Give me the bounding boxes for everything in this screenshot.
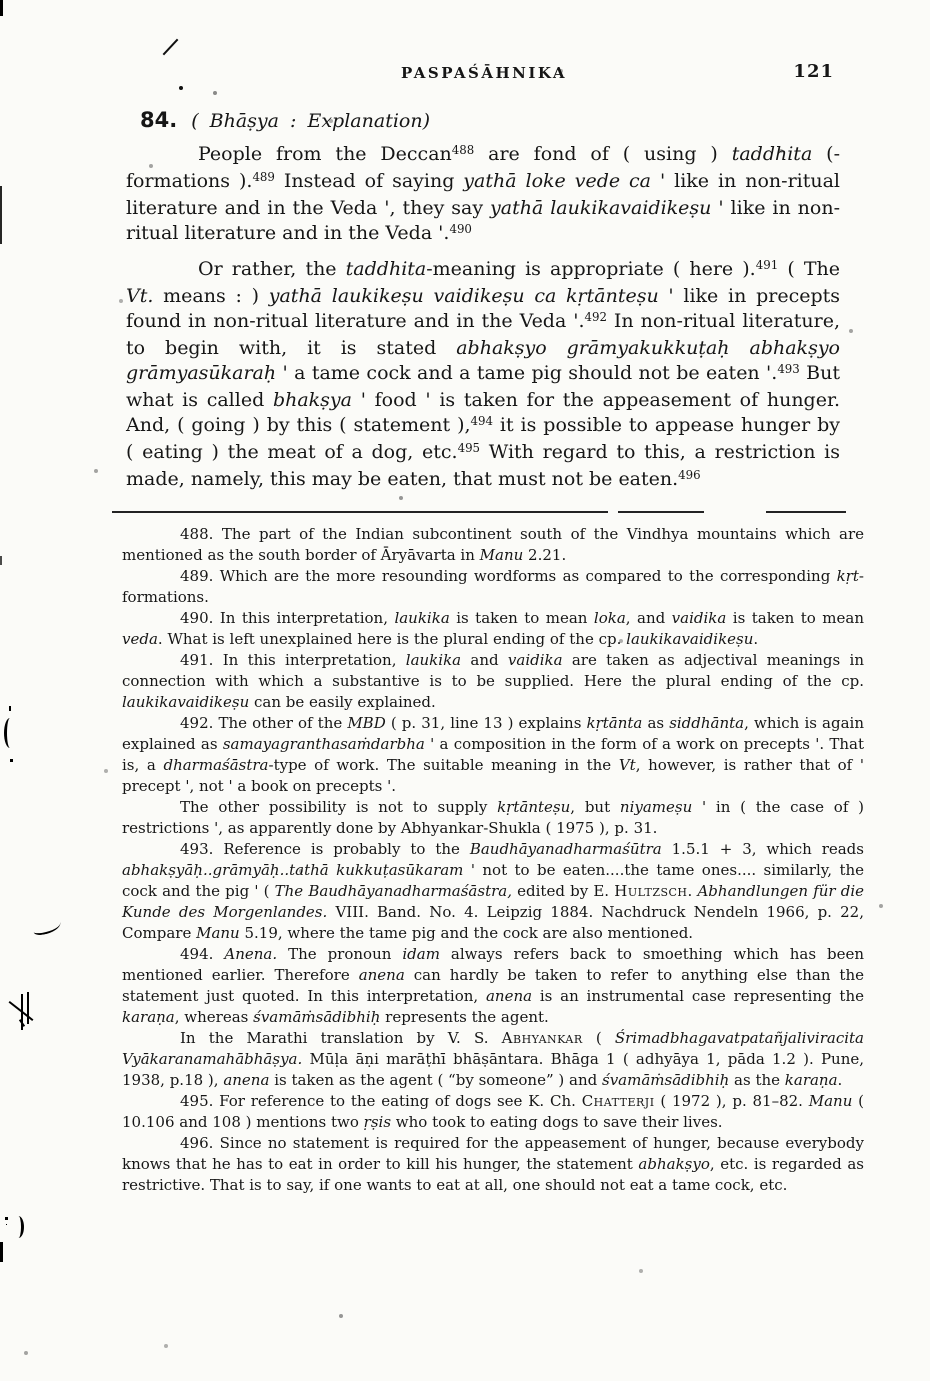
text-segment: abhakṣyāḥ..grāmyāḥ..tathā kukkuṭasūkaram: [122, 861, 464, 879]
text-segment: Vt: [618, 756, 636, 774]
pencil-stroke: [19, 1019, 25, 1027]
text-segment: laukikavaidikeṣu: [626, 630, 754, 648]
text-segment: , etc. is regarded as restrictive. That is to say, if one wants to eat at all, one should not eat a tame cock, etc.: [122, 1155, 864, 1194]
text-segment: who took to eating dogs to save their lives.: [391, 1113, 723, 1131]
page-header: [126, 61, 842, 90]
text-segment: can hardly be taken to refer to anything else than the statement just quoted. In this interpretation,: [122, 966, 864, 1005]
text-segment: With regard to this, a restriction is made, namely, this may be eaten, that must not be eaten.: [126, 441, 840, 490]
footnote-reference: 492: [584, 310, 607, 325]
text-segment: 492. The other of the: [180, 714, 348, 732]
main-text-block: [126, 142, 840, 494]
footnote-494: [122, 944, 864, 1028]
text-segment: Abhandlungen für die Kunde des Morgenlandes.: [122, 882, 865, 921]
footnote-reference: 490: [449, 222, 472, 237]
text-segment: 493. Reference is probably to the: [180, 840, 470, 858]
text-segment: In the Marathi translation by V. S.: [180, 1029, 502, 1047]
text-segment: karaṇa: [784, 1071, 838, 1089]
text-segment: yathā laukikavaidikeṣu: [490, 197, 712, 219]
text-segment: , but: [570, 798, 620, 816]
text-segment: idam: [402, 945, 440, 963]
text-segment: ' a composition in the form of a work on precepts '. That is, a: [122, 735, 865, 774]
text-segment: (-formations ).: [126, 143, 840, 192]
text-segment: .: [687, 882, 698, 900]
text-segment: vaidika: [507, 651, 563, 669]
text-segment: 490. In this interpretation,: [180, 609, 395, 627]
text-segment: Chatterji: [581, 1092, 655, 1110]
pencil-stroke: [27, 992, 29, 1024]
text-segment: (: [582, 1029, 615, 1047]
scan-edge-artifact: [0, 186, 2, 244]
footnote-489: [122, 566, 864, 608]
text-segment: 2.21.: [523, 546, 567, 564]
text-segment: it is possible to appease hunger by ( eating ) the meat of a dog, etc.: [126, 414, 840, 463]
scan-edge-artifact: [0, 0, 3, 16]
text-segment: bhakṣya: [272, 389, 352, 411]
text-segment: Manu: [196, 924, 240, 942]
text-segment: ( The: [778, 258, 840, 280]
text-segment: abhakṣyo grāmyakukkuṭaḥ abhakṣyo grāmyasūkaraḥ: [126, 337, 840, 384]
text-segment: The pronoun: [277, 945, 403, 963]
text-segment: Vt.: [126, 285, 154, 307]
text-segment: 488. The part of the Indian subcontinent south of the Vindhya mountains which are mentioned as the south border of Āryāvarta in: [122, 525, 864, 564]
footnote-494-cont: [122, 1028, 864, 1091]
toner-specks: [0, 0, 2, 2]
text-segment: samayagranthasaṁdarbha: [222, 735, 425, 753]
text-segment: Mūḷa āṇi marāṭhī bhāṣāntara. Bhāga 1 ( adhyāya 1, pāda 1.2 ). Pune, 1938, p.18 ),: [122, 1050, 864, 1089]
footnote-492-cont: [122, 797, 864, 839]
section-number: 84.: [140, 108, 178, 132]
text-segment: Hultzsch: [614, 882, 688, 900]
text-segment: laukika: [394, 609, 450, 627]
text-segment: .: [753, 630, 759, 648]
footnote-reference: 494: [470, 414, 494, 429]
text-segment: -type of work. The suitable meaning in the: [268, 756, 619, 774]
margin-pencil-scribble: [8, 992, 38, 1034]
text-segment: Anena.: [224, 945, 278, 963]
text-segment: , however, is rather that of ' precept ', not ' a book on precepts '.: [122, 756, 864, 795]
text-segment: The other possibility is not to supply: [180, 798, 498, 816]
footnote-reference: 496: [678, 468, 701, 483]
text-segment: as: [642, 714, 670, 732]
footnote-491: [122, 650, 864, 713]
footnote-separator-segment: [112, 511, 608, 513]
text-segment: 1.5.1 + 3, which reads: [661, 840, 864, 858]
text-segment: 491. In this interpretation,: [180, 651, 406, 669]
text-segment: ' like in non-ritual literature and in the Veda '.: [126, 197, 840, 244]
text-segment: -meaning is appropriate ( here ).: [426, 258, 756, 280]
para-2: [126, 257, 840, 494]
text-segment: laukikavaidikeṣu: [122, 693, 250, 711]
text-segment: śvamāṁsādibhiḥ: [253, 1008, 381, 1026]
text-segment: Śrimadbhagavatpatañjaliviracita Vyākaranamahābhāṣya.: [122, 1029, 864, 1068]
text-segment: , and: [625, 609, 672, 627]
text-segment: ( p. 31, line 13 ) explains: [385, 714, 587, 732]
text-segment: ' in ( the case of ) restrictions ', as apparently done by Abhyankar-Shukla ( 1975 ), p. 31.: [122, 798, 864, 837]
text-segment: , which is again explained as: [122, 714, 864, 753]
text-segment: ( 10.106 and 108 ) mentions two: [122, 1092, 864, 1131]
text-segment: People from the Deccan: [198, 143, 452, 165]
text-segment: śvamāṁsādibhiḥ: [602, 1071, 730, 1089]
text-segment: -formations.: [122, 567, 864, 606]
text-segment: is an instrumental case representing the: [532, 987, 864, 1005]
footnote-488: [122, 524, 864, 566]
text-segment: MBD: [347, 714, 386, 732]
text-segment: 489. Which are the more resounding wordforms as compared to the corresponding: [180, 567, 837, 585]
text-segment: anena: [223, 1071, 270, 1089]
running-title: PASPAŚĀHNIKA: [401, 64, 567, 82]
text-segment: taddhita: [731, 143, 813, 165]
pencil-slash-mark: [163, 39, 179, 56]
text-segment: is taken to mean: [449, 609, 594, 627]
text-segment: kṛtānteṣu: [497, 798, 571, 816]
text-segment: Instead of saying: [274, 170, 464, 192]
text-segment: karaṇa: [122, 1008, 175, 1026]
text-segment: loka: [593, 609, 626, 627]
text-segment: ( 1972 ), p. 81–82.: [654, 1092, 809, 1110]
footnote-separator-segment: [618, 511, 704, 513]
footnote-reference: 489: [252, 170, 275, 185]
text-segment: .: [837, 1071, 843, 1089]
text-segment: Manu: [479, 546, 524, 564]
footnote-reference: 495: [457, 441, 481, 456]
footnote-490: [122, 608, 864, 650]
text-segment: 5.19, where the tame pig and the cock are also mentioned.: [239, 924, 694, 942]
footnote-reference: 491: [755, 258, 779, 273]
text-segment: yathā loke vede ca: [463, 170, 652, 192]
text-segment: laukika: [405, 651, 462, 669]
text-segment: kṛt: [836, 567, 859, 585]
text-segment: ' like in non-ritual literature and in the Veda ', they say: [126, 170, 840, 219]
text-segment: kṛtānta: [586, 714, 643, 732]
text-segment: 496. Since no statement is required for the appeasement of hunger, because everybody knows that he has to eat in order to kill his hunger, the statement: [122, 1134, 864, 1173]
section-title: ( Bhāṣya : Explanation): [191, 110, 430, 132]
text-segment: yathā laukikeṣu vaidikeṣu ca kṛtānteṣu: [268, 285, 659, 307]
margin-paren-mark: [4, 718, 16, 748]
text-segment: Abhyankar: [501, 1029, 583, 1047]
scan-edge-artifact: [0, 556, 2, 565]
section-heading: [140, 108, 430, 132]
footnote-493: [122, 839, 864, 944]
footnote-reference: 493: [777, 362, 800, 377]
text-segment: Manu: [808, 1092, 853, 1110]
text-segment: is taken to mean: [726, 609, 865, 627]
text-segment: But what is called: [126, 362, 840, 411]
margin-dash-mark: [32, 918, 62, 936]
text-segment: The Baudhāyanadharmaśāstra,: [274, 882, 512, 900]
text-segment: and: [461, 651, 508, 669]
text-segment: dharmaśāstra: [163, 756, 269, 774]
margin-exclamation-mark: [13, 1216, 24, 1238]
text-segment: Baudhāyanadharmaśūtra: [469, 840, 662, 858]
text-segment: anena: [485, 987, 533, 1005]
para-1: [126, 142, 840, 248]
text-segment: means : ): [153, 285, 269, 307]
text-segment: ' food ' is taken for the appeasement of hunger. And, ( going ) by this ( statement ),: [126, 389, 841, 436]
footnotes-block: [122, 524, 864, 1196]
text-segment: taddhita: [345, 258, 427, 280]
text-segment: 494.: [180, 945, 225, 963]
footnote-separator-segment: [766, 511, 846, 513]
text-segment: always refers back to smoething which has been mentioned earlier. Therefore: [122, 945, 864, 984]
text-segment: represents the agent.: [380, 1008, 549, 1026]
text-segment: veda: [122, 630, 158, 648]
text-segment: niyameṣu: [619, 798, 693, 816]
text-segment: In non-ritual literature, to begin with, it is stated: [126, 310, 841, 359]
text-segment: can be easily explained.: [249, 693, 436, 711]
text-segment: is taken as the agent ( “by someone” ) and: [269, 1071, 602, 1089]
ink-dot: [179, 86, 183, 90]
text-segment: . What is left unexplained here is the plural ending of the cp.: [157, 630, 627, 648]
text-segment: anena: [358, 966, 405, 984]
text-segment: ' not to be eaten....the tame ones.... similarly, the cock and the pig ' (: [122, 861, 865, 900]
text-segment: abhakṣyo: [638, 1155, 710, 1173]
text-segment: ' a tame cock and a tame pig should not be eaten '.: [276, 362, 778, 384]
footnote-496: [122, 1133, 864, 1196]
text-segment: Or rather, the: [198, 258, 346, 280]
scan-edge-artifact: [0, 1242, 3, 1262]
page-number: 121: [793, 61, 834, 82]
footnote-495: [122, 1091, 864, 1133]
text-segment: as the: [729, 1071, 785, 1089]
footnote-492: [122, 713, 864, 797]
text-segment: VIII. Band. No. 4. Leipzig 1884. Nachdruck Nendeln 1966, p. 22, Compare: [122, 903, 864, 942]
text-segment: vaidika: [671, 609, 727, 627]
text-segment: ṛṣis: [363, 1113, 392, 1131]
footnote-reference: 488: [451, 143, 475, 158]
text-segment: ' like in precepts found in non-ritual literature and in the Veda '.: [126, 285, 840, 332]
text-segment: are taken as adjectival meanings in connection with which a substantive is to be supplied. Here the plural ending of the cp.: [122, 651, 864, 690]
text-segment: are fond of ( using ): [474, 143, 732, 165]
text-segment: 495. For reference to the eating of dogs see K. Ch.: [180, 1092, 582, 1110]
text-segment: , whereas: [174, 1008, 254, 1026]
text-segment: edited by E.: [512, 882, 615, 900]
text-segment: siddhānta: [669, 714, 745, 732]
